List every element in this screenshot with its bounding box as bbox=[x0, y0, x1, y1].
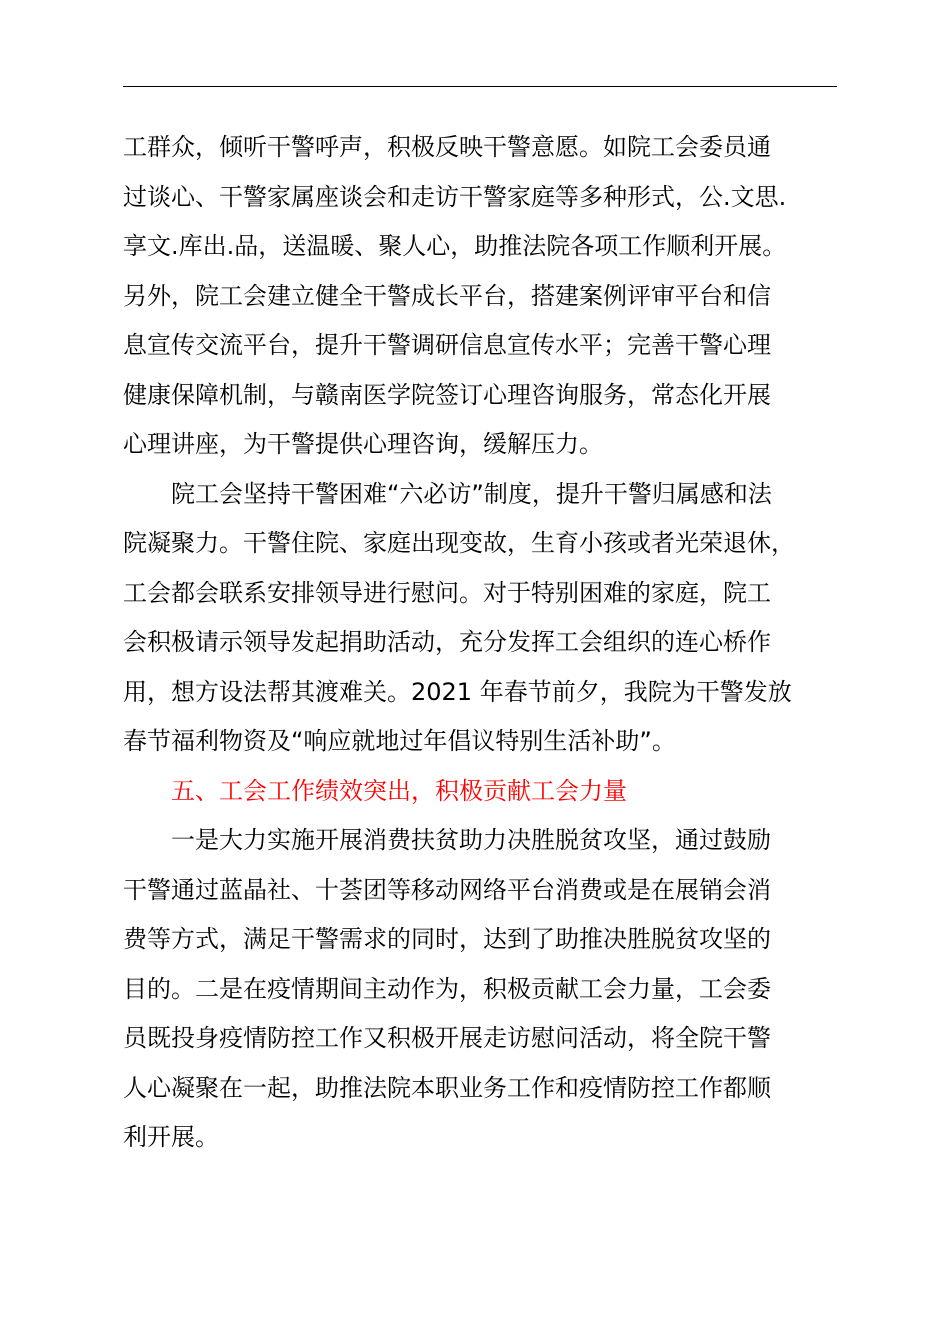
text-line: 费等方式，满足干警需求的同时，达到了助推决胜脱贫攻坚的 bbox=[123, 925, 771, 953]
text-line: 过谈心、干警家属座谈会和走访干警家庭等多种形式，公.文思. bbox=[123, 182, 787, 211]
text-line: 健康保障机制，与赣南医学院签订心理咨询服务，常态化开展 bbox=[123, 380, 771, 409]
header-rule bbox=[123, 86, 837, 87]
text-line: 利开展。 bbox=[123, 1123, 219, 1151]
text-line: 干警通过蓝晶社、十荟团等移动网络平台消费或是在展销会消 bbox=[123, 875, 771, 904]
paragraph-1 bbox=[123, 123, 837, 470]
paragraph-3 bbox=[123, 816, 837, 1163]
text-line: 人心凝聚在一起，助推法院本职业务工作和疫情防控工作都顺 bbox=[123, 1073, 771, 1102]
text-line: 目的。二是在疫情期间主动作为，积极贡献工会力量，工会委 bbox=[123, 974, 771, 1003]
section-heading: 五、工会工作绩效突出，积极贡献工会力量 bbox=[171, 776, 627, 805]
text-line: 一是大力实施开展消费扶贫助力决胜脱贫攻坚，通过鼓励 bbox=[171, 826, 771, 854]
text-line: 另外，院工会建立健全干警成长平台，搭建案例评审平台和信 bbox=[123, 281, 771, 310]
text-line: 员既投身疫情防控工作又积极开展走访慰问活动，将全院干警 bbox=[123, 1024, 771, 1052]
text-line: 春节福利物资及“响应就地过年倡议特别生活补助”。 bbox=[123, 727, 676, 755]
document-body bbox=[123, 123, 837, 1163]
text-line: 息宣传交流平台，提升干警调研信息宣传水平；完善干警心理 bbox=[123, 331, 771, 359]
text-line: 会积极请示领导发起捐助活动，充分发挥工会组织的连心桥作 bbox=[123, 628, 771, 656]
text-line: 心理讲座，为干警提供心理咨询，缓解压力。 bbox=[123, 430, 603, 458]
text-line: 用，想方设法帮其渡难关。2021 年春节前夕，我院为干警发放 bbox=[123, 677, 792, 706]
text-line: 院工会坚持干警困难“六必访”制度，提升干警归属感和法 bbox=[171, 479, 772, 508]
text-line: 享文.库出.品，送温暖、聚人心，助推法院各项工作顺利开展。 bbox=[123, 232, 787, 260]
text-line: 工会都会联系安排领导进行慰问。对于特别困难的家庭，院工 bbox=[123, 578, 771, 607]
text-line: 工群众，倾听干警呼声，积极反映干警意愿。如院工会委员通 bbox=[123, 133, 771, 161]
text-line: 院凝聚力。干警住院、家庭出现变故，生育小孩或者光荣退休， bbox=[123, 529, 795, 557]
paragraph-2 bbox=[123, 470, 837, 767]
